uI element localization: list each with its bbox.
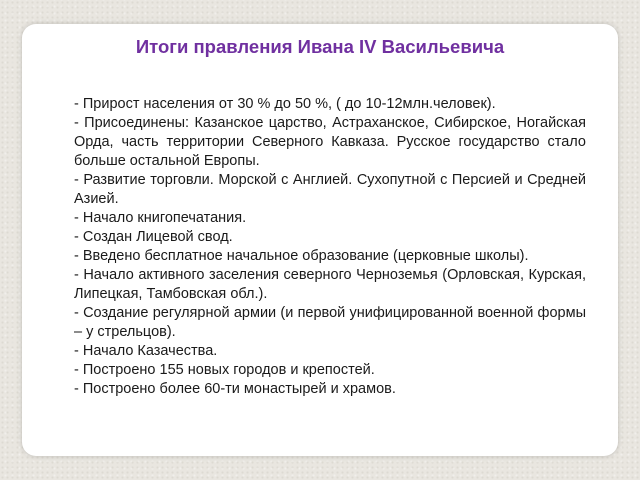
- list-item-population: - Прирост населения от 30 % до 50 %, ( до 10-12млн.человек).: [74, 96, 496, 112]
- list-item-education: - Введено бесплатное начальное образование (церковные школы).: [74, 248, 529, 264]
- slide-title: Итоги правления Ивана IV Васильевича: [135, 36, 505, 57]
- list-item-cities: - Построено 155 новых городов и крепостей.: [74, 362, 375, 378]
- list-item-monasteries: - Построено более 60-ти монастырей и храмов.: [74, 381, 396, 397]
- list-item-cossacks: - Начало Казачества.: [74, 343, 218, 359]
- list-item-annexations: - Присоединены: Казанское царство, Астраханское, Сибирское, Ногайская Орда, часть территории Северного Кавказа. Русское государство стало больше остальной Европы.: [74, 115, 586, 169]
- slide-body: [74, 95, 586, 399]
- slide-card: [22, 24, 618, 456]
- list-item-army: - Создание регулярной армии (и первой унифицированной военной формы – у стрельцов).: [74, 305, 586, 340]
- list-item-printing: - Начало книгопечатания.: [74, 210, 247, 226]
- list-item-trade: - Развитие торговли. Морской с Англией. Сухопутной с Персией и Средней Азией.: [74, 172, 586, 207]
- list-item-chronicle: - Создан Лицевой свод.: [74, 229, 233, 245]
- list-item-settlement: - Начало активного заселения северного Черноземья (Орловская, Курская, Липецкая, Тамбовская обл.).: [74, 267, 586, 302]
